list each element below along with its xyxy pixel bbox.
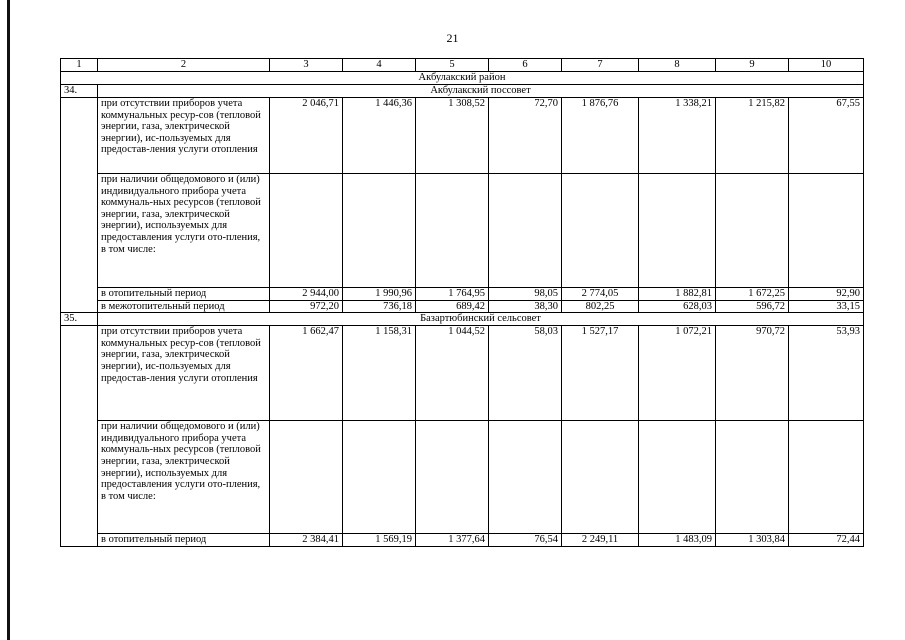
value-cell (270, 174, 343, 288)
value-cell (562, 174, 639, 288)
value-cell: 1 672,25 (716, 288, 789, 301)
row-description: при наличии общедомового и (или) индивидуального прибора учета коммуналь-ных ресурсов (тепловой энергии, газа, электрической энергии), используемых для предоставления услуги ото-пления, в том числе: (98, 421, 270, 534)
value-cell: 1 662,47 (270, 326, 343, 421)
column-header: 6 (489, 59, 562, 72)
value-cell: 596,72 (716, 300, 789, 313)
value-cell (416, 174, 489, 288)
district-title: Акбулакский район (61, 72, 864, 85)
section-title: Базартюбинский сельсовет (98, 313, 864, 326)
value-cell: 1 990,96 (343, 288, 416, 301)
value-cell: 628,03 (639, 300, 716, 313)
value-cell: 98,05 (489, 288, 562, 301)
value-cell: 76,54 (489, 534, 562, 547)
value-cell: 1 876,76 (562, 98, 639, 174)
value-cell: 1 764,95 (416, 288, 489, 301)
section-number: 35. (61, 313, 98, 326)
value-cell: 1 569,19 (343, 534, 416, 547)
value-cell (639, 174, 716, 288)
value-cell: 2 774,05 (562, 288, 639, 301)
section-number: 34. (61, 85, 98, 98)
row-description: в отопительный период (98, 288, 270, 301)
section-header-row (61, 85, 864, 98)
column-header: 4 (343, 59, 416, 72)
value-cell (343, 421, 416, 534)
value-cell: 972,20 (270, 300, 343, 313)
column-header: 9 (716, 59, 789, 72)
empty-cell (61, 326, 98, 547)
value-cell: 72,44 (789, 534, 864, 547)
table-row (61, 421, 864, 534)
value-cell: 802,25 (562, 300, 639, 313)
district-row (61, 72, 864, 85)
table-row (61, 98, 864, 174)
value-cell: 92,90 (789, 288, 864, 301)
table-row (61, 288, 864, 301)
value-cell: 1 072,21 (639, 326, 716, 421)
value-cell (716, 174, 789, 288)
column-header: 8 (639, 59, 716, 72)
column-header-row (61, 59, 864, 72)
value-cell: 33,15 (789, 300, 864, 313)
value-cell: 53,93 (789, 326, 864, 421)
value-cell: 1 158,31 (343, 326, 416, 421)
value-cell: 1 446,36 (343, 98, 416, 174)
value-cell (562, 421, 639, 534)
value-cell (489, 421, 562, 534)
value-cell: 1 303,84 (716, 534, 789, 547)
column-header: 2 (98, 59, 270, 72)
tariff-table (60, 58, 864, 547)
value-cell: 2 249,11 (562, 534, 639, 547)
row-description: при отсутствии приборов учета коммунальных ресур-сов (тепловой энергии, газа, электрической энергии), ис-пользуемых для предостав-ления услуги отопления (98, 326, 270, 421)
value-cell (716, 421, 789, 534)
value-cell: 2 046,71 (270, 98, 343, 174)
table-row (61, 300, 864, 313)
column-header: 5 (416, 59, 489, 72)
value-cell: 1 215,82 (716, 98, 789, 174)
value-cell: 689,42 (416, 300, 489, 313)
value-cell: 1 377,64 (416, 534, 489, 547)
value-cell: 1 882,81 (639, 288, 716, 301)
section-title: Акбулакский поссовет (98, 85, 864, 98)
row-description: при отсутствии приборов учета коммунальных ресур-сов (тепловой энергии, газа, электрической энергии), ис-пользуемых для предостав-ления услуги отопления (98, 98, 270, 174)
page-edge-bar (7, 0, 10, 640)
value-cell (270, 421, 343, 534)
row-description: в межотопительный период (98, 300, 270, 313)
value-cell (343, 174, 416, 288)
row-description: в отопительный период (98, 534, 270, 547)
value-cell (416, 421, 489, 534)
value-cell: 1 527,17 (562, 326, 639, 421)
value-cell: 38,30 (489, 300, 562, 313)
value-cell: 58,03 (489, 326, 562, 421)
value-cell (789, 421, 864, 534)
column-header: 10 (789, 59, 864, 72)
column-header: 7 (562, 59, 639, 72)
value-cell: 1 308,52 (416, 98, 489, 174)
value-cell: 736,18 (343, 300, 416, 313)
table-row (61, 174, 864, 288)
value-cell: 67,55 (789, 98, 864, 174)
row-description: при наличии общедомового и (или) индивидуального прибора учета коммуналь-ных ресурсов (тепловой энергии, газа, электрической энергии), используемых для предоставления услуги ото-пления, в том числе: (98, 174, 270, 288)
value-cell (789, 174, 864, 288)
value-cell (639, 421, 716, 534)
value-cell: 2 944,00 (270, 288, 343, 301)
value-cell: 1 044,52 (416, 326, 489, 421)
table-row (61, 534, 864, 547)
column-header: 3 (270, 59, 343, 72)
value-cell: 1 338,21 (639, 98, 716, 174)
value-cell: 72,70 (489, 98, 562, 174)
section-header-row (61, 313, 864, 326)
value-cell: 970,72 (716, 326, 789, 421)
column-header: 1 (61, 59, 98, 72)
value-cell (489, 174, 562, 288)
value-cell: 2 384,41 (270, 534, 343, 547)
page-number: 21 (446, 31, 459, 45)
table-row (61, 326, 864, 421)
empty-cell (61, 98, 98, 313)
value-cell: 1 483,09 (639, 534, 716, 547)
